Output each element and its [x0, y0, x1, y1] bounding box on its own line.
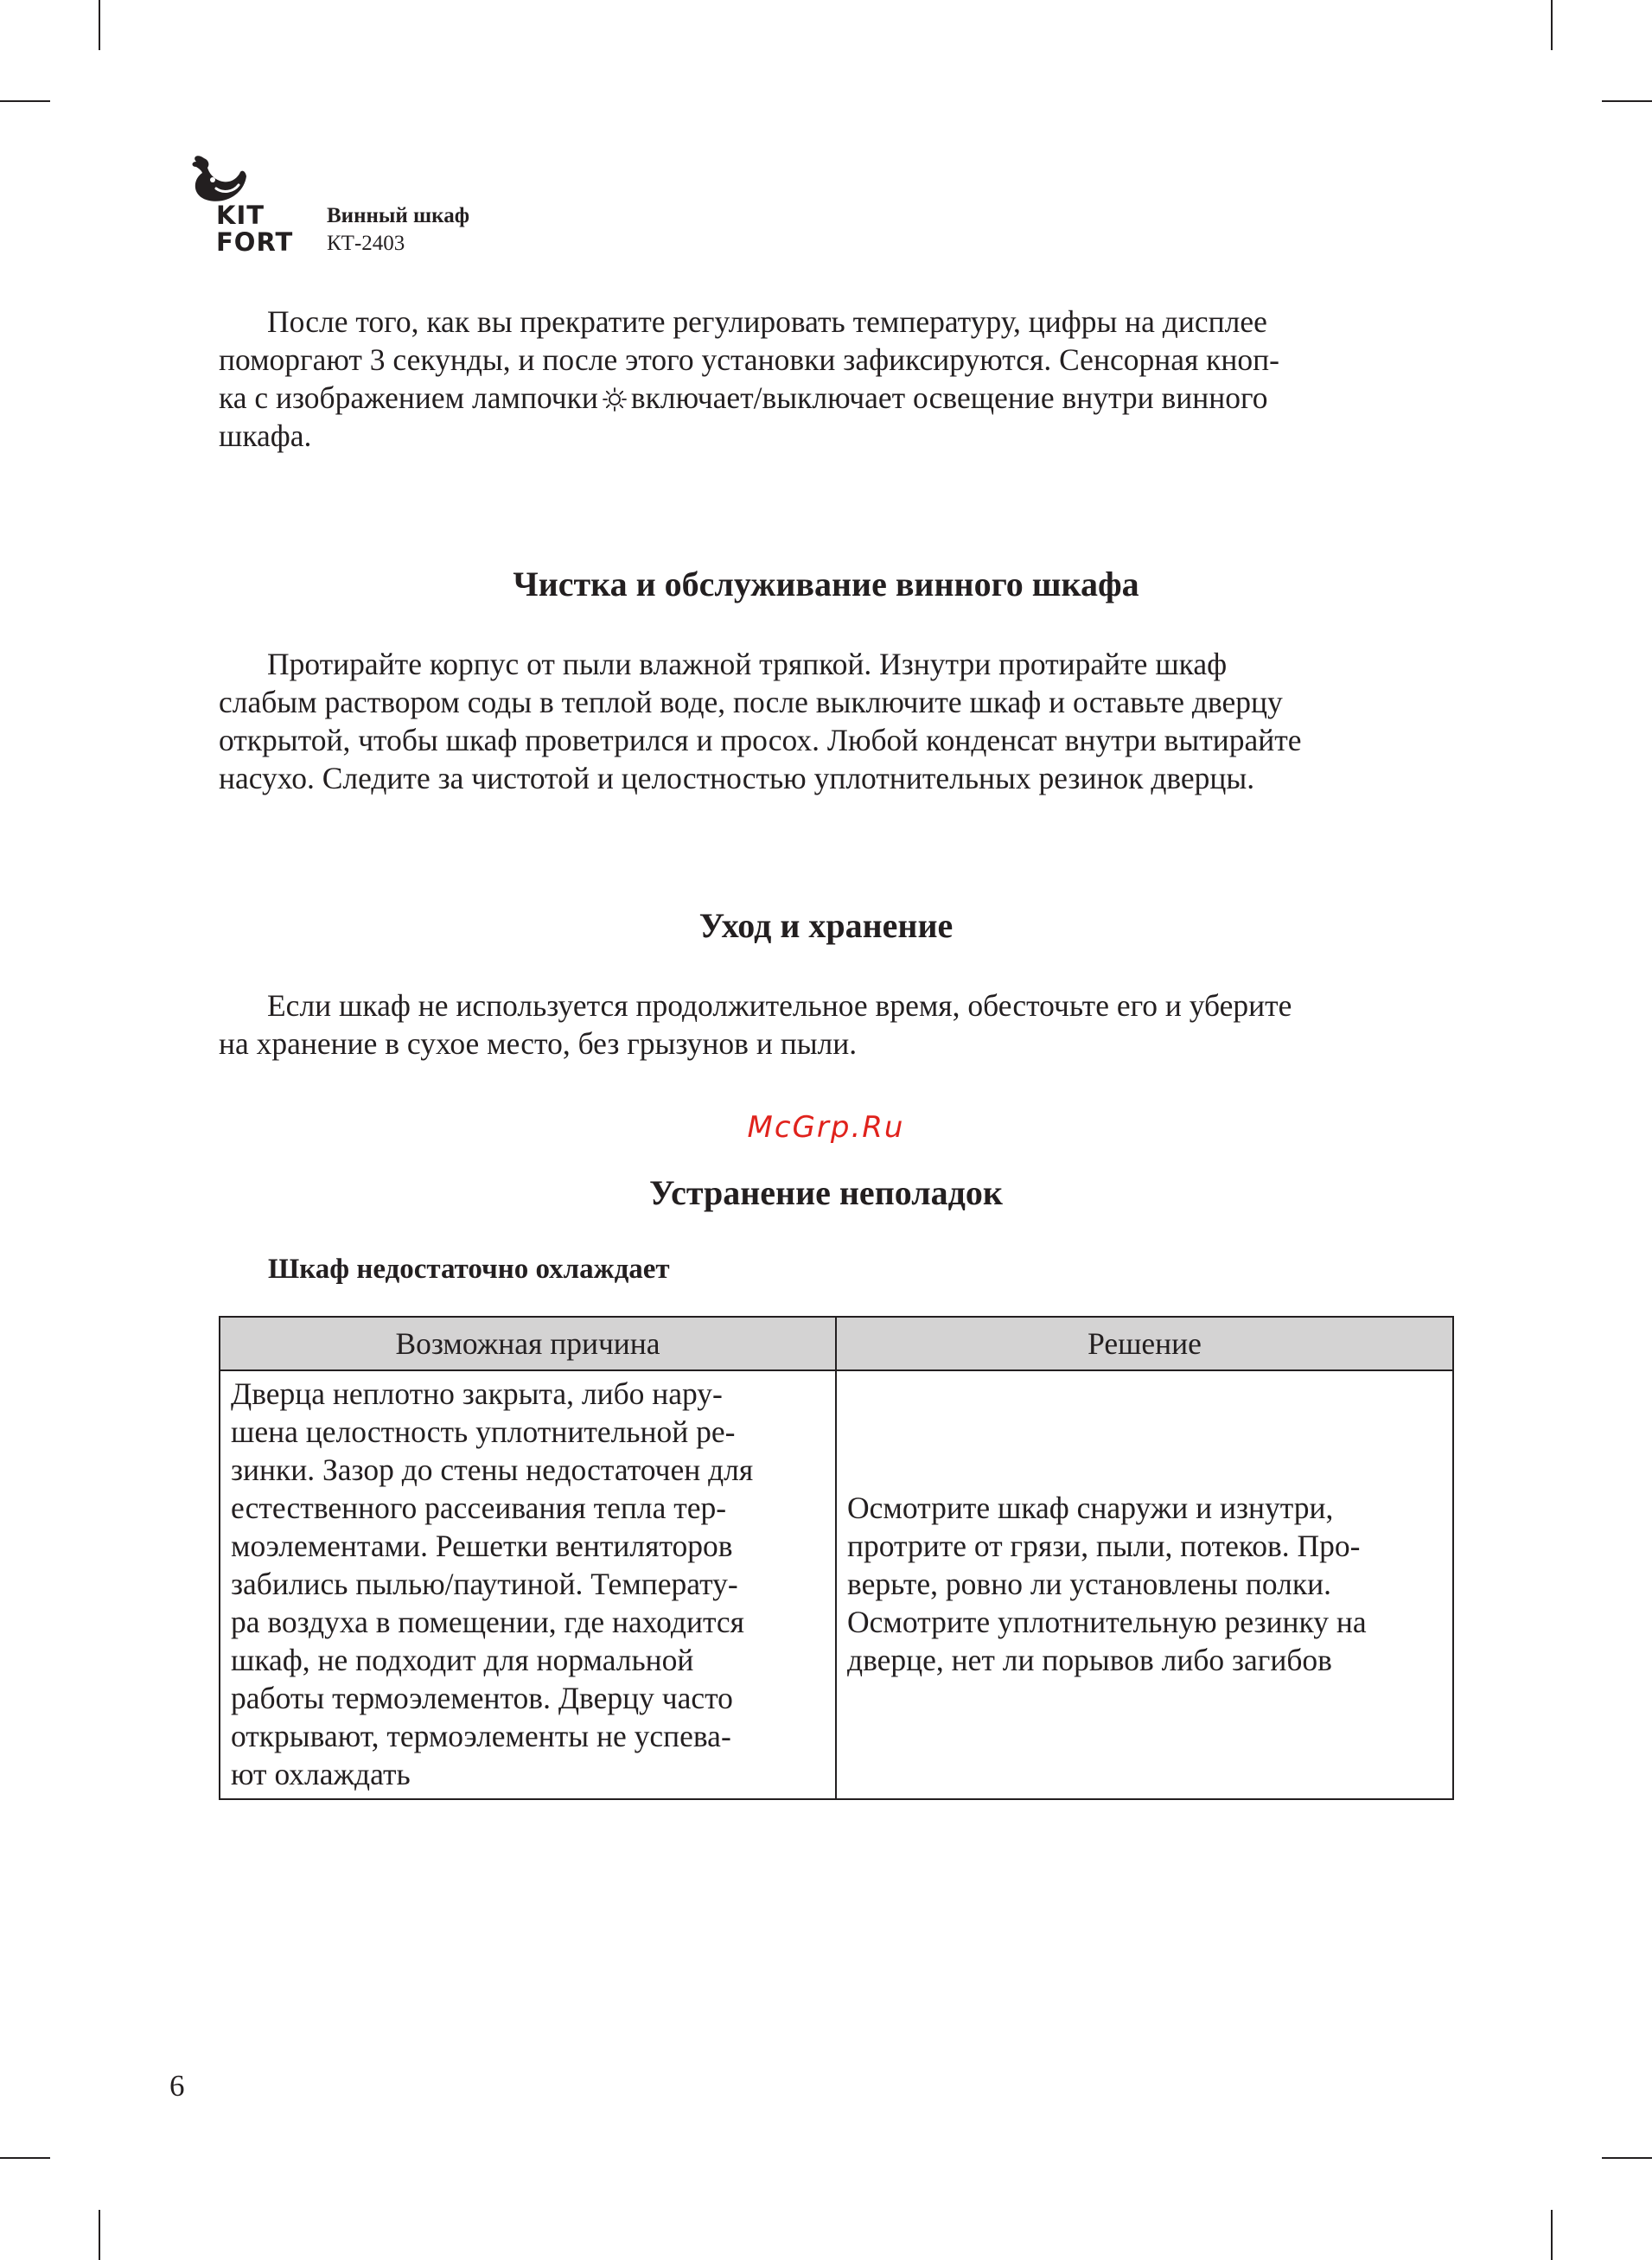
lightbulb-icon — [602, 386, 628, 412]
intro-paragraph — [219, 303, 1446, 455]
cell-line: моэлементами. Решетки вентиляторов — [231, 1529, 733, 1563]
subheading-insufficient-cooling: Шкаф недостаточно охлаждает — [268, 1254, 670, 1285]
paragraph-text: ка с изображением лампочки — [219, 380, 598, 415]
brand-logo — [185, 154, 297, 258]
table-row — [220, 1370, 1453, 1799]
cell-line: Осмотрите шкаф снаружи и изнутри, — [847, 1491, 1334, 1525]
cell-line: Осмотрите уплотнительную резинку на — [847, 1605, 1367, 1639]
column-header-solution: Решение — [836, 1317, 1453, 1370]
cleaning-paragraph — [219, 645, 1446, 797]
crop-mark — [0, 100, 50, 102]
cell-line: ют охлаждать — [231, 1757, 411, 1791]
crop-mark — [99, 0, 100, 50]
crop-mark — [1551, 2210, 1553, 2260]
cell-line: естественного рассеивания тепла тер- — [231, 1491, 727, 1525]
cause-cell — [220, 1370, 836, 1799]
brand-logo-text — [216, 202, 293, 256]
paragraph-line — [219, 379, 1446, 417]
table-header-row — [220, 1317, 1453, 1370]
cell-line: протрите от грязи, пыли, потеков. Про- — [847, 1529, 1361, 1563]
cell-line: Дверца неплотно закрыта, либо нару- — [231, 1376, 723, 1411]
paragraph-text: включает/выключает освещение внутри винного — [630, 380, 1268, 415]
cell-line: шена целостность уплотнительной ре- — [231, 1414, 736, 1449]
cell-line: верьте, ровно ли установлены полки. — [847, 1567, 1331, 1601]
crop-mark — [1551, 0, 1553, 50]
cell-line: забились пылью/паутиной. Температу- — [231, 1567, 738, 1601]
paragraph-line: слабым раствором соды в теплой воде, после выключите шкаф и оставьте дверцу — [219, 685, 1283, 719]
cell-line: дверце, нет ли порывов либо загибов — [847, 1643, 1332, 1677]
watermark-link[interactable]: McGrp.Ru — [747, 1110, 905, 1145]
cell-line: зинки. Зазор до стены недостаточен для — [231, 1452, 754, 1487]
paragraph-line: шкафа. — [219, 418, 312, 453]
troubleshooting-table — [219, 1316, 1454, 1800]
crop-mark — [0, 2157, 50, 2159]
section-heading-troubleshooting: Устранение неполадок — [649, 1173, 1003, 1212]
crop-mark — [1602, 100, 1652, 102]
solution-cell — [836, 1370, 1453, 1799]
paragraph-line: поморгают 3 секунды, и после этого установки зафиксируются. Сенсорная кноп- — [219, 342, 1279, 377]
paragraph-line: Если шкаф не используется продолжительное время, обесточьте его и уберите — [267, 988, 1292, 1023]
crop-mark — [99, 2210, 100, 2260]
cell-line: работы термоэлементов. Дверцу часто — [231, 1681, 733, 1715]
section-heading-storage: Уход и хранение — [698, 906, 954, 945]
crop-mark — [1602, 2157, 1652, 2159]
page-number: 6 — [169, 2069, 185, 2103]
paragraph-line: насухо. Следите за чистотой и целостностью уплотнительных резинок дверцы. — [219, 761, 1255, 795]
cell-line: открывают, термоэлементы не успева- — [231, 1719, 731, 1753]
product-model: КТ-2403 — [327, 232, 405, 255]
paragraph-line: на хранение в сухое место, без грызунов и пыли. — [219, 1026, 858, 1061]
product-title: Винный шкаф — [327, 204, 469, 227]
logo-text-fort: FORT — [216, 227, 294, 257]
paragraph-line: Протирайте корпус от пыли влажной тряпкой. Изнутри протирайте шкаф — [267, 647, 1228, 681]
storage-paragraph — [219, 986, 1446, 1063]
cell-line: ра воздуха в помещении, где находится — [231, 1605, 744, 1639]
paragraph-line: открытой, чтобы шкаф проветрился и просох. Любой конденсат внутри вытирайте — [219, 723, 1302, 757]
paragraph-line: После того, как вы прекратите регулировать температуру, цифры на дисплее — [267, 304, 1267, 339]
whale-icon — [188, 154, 256, 204]
cell-line: шкаф, не подходит для нормальной — [231, 1643, 694, 1677]
section-heading-cleaning: Чистка и обслуживание винного шкафа — [513, 565, 1139, 603]
logo-text-kit: KIT — [216, 201, 265, 230]
column-header-cause: Возможная причина — [220, 1317, 836, 1370]
